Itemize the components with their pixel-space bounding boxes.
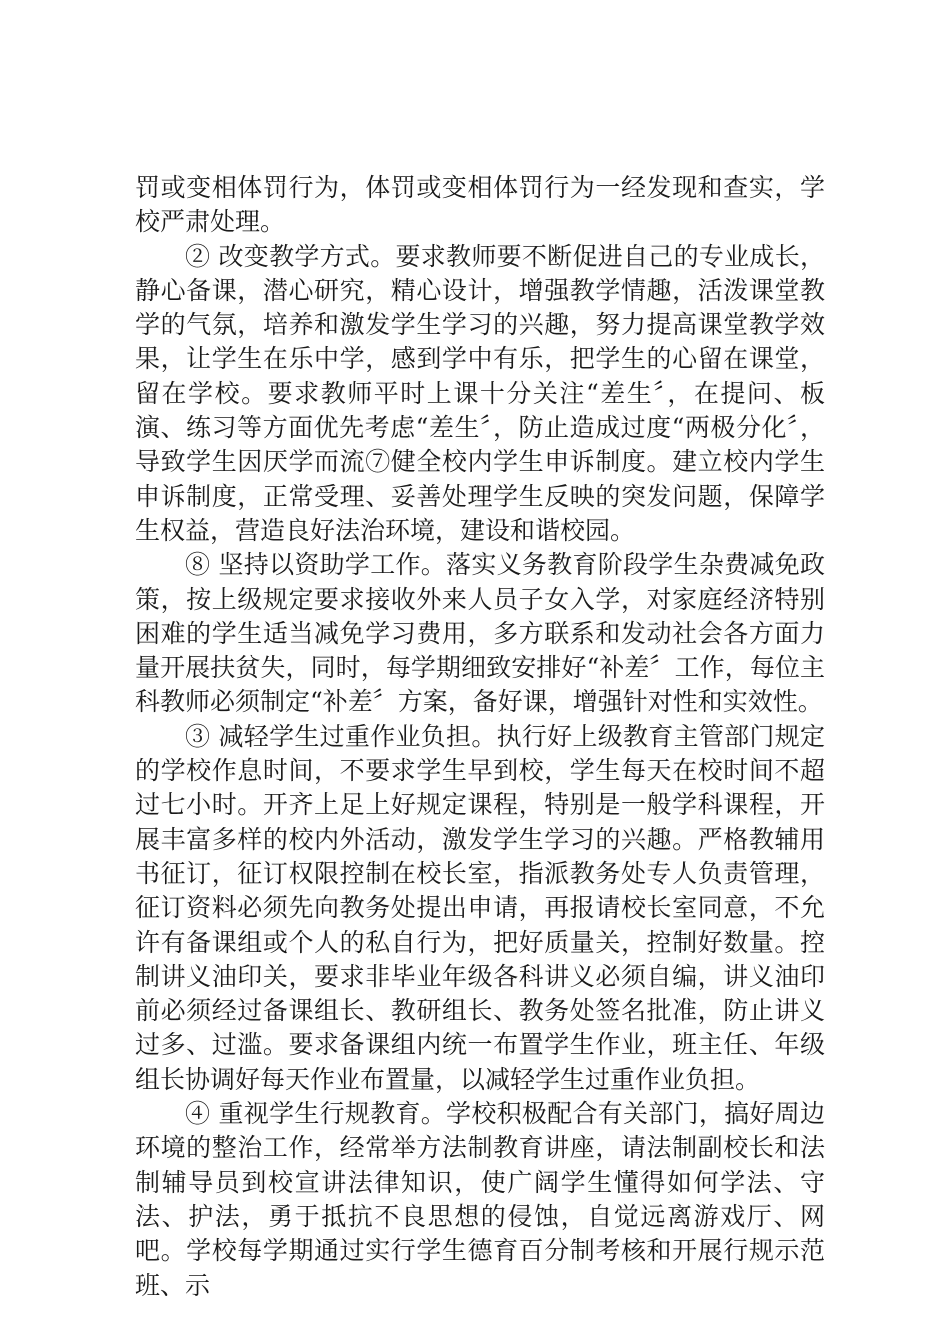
- paragraph-conduct-education: ④ 重视学生行规教育。学校积极配合有关部门，搞好周边环境的整治工作，经常举方法制教育讲座，请法制副校长和法制辅导员到校宣讲法律知识，使广阔学生懂得如何学法、守法、护法，勇于抵抗不良思想的侵蚀，自觉远离游戏厅、网吧。学校每学期通过实行学生德育百分制考核和开展行规示范班、示: [135, 1099, 825, 1300]
- paragraph-financial-aid: ⑧ 坚持以资助学工作。落实义务教育阶段学生杂费减免政策，按上级规定要求接收外来人员子女入学，对家庭经济特别困难的学生适当减免学习费用，多方联系和发动社会各方面力量开展扶贫失，同时，每学期细致安排好“补差〞工作，每位主科教师必须制定“补差〞方案，备好课，增强针对性和实效性。: [135, 550, 825, 717]
- document-body: [135, 171, 825, 1303]
- paragraph-continuation: 罚或变相体罚行为，体罚或变相体罚行为一经发现和查实，学校严肃处理。: [135, 173, 825, 237]
- paragraph-homework-burden: ③ 减轻学生过重作业负担。执行好上级教育主管部门规定的学校作息时间，不要求学生早到校，学生每天在校时间不超过七小时。开齐上足上好规定课程，特别是一般学科课程，开展丰富多样的校内外活动，激发学生学习的兴趣。严格教辅用书征订，征订权限控制在校长室，指派教务处专人负责管理，征订资料必须先向教务处提出申请，再报请校长室同意，不允许有备课组或个人的私自行为，把好质量关，控制好数量。控制讲义油印关，要求非毕业年级各科讲义必须自编，讲义油印前必须经过备课组长、教研组长、教务处签名批准，防止讲义过多、过滥。要求备课组内统一布置学生作业，班主任、年级组长协调好每天作业布置量，以减轻学生过重作业负担。: [135, 721, 825, 1094]
- paragraph-teaching-method: ② 改变教学方式。要求教师要不断促进自己的专业成长，静心备课，潜心研究，精心设计，增强教学情趣，活泼课堂教学的气氛，培养和激发学生学习的兴趣，努力提高课堂教学效果，让学生在乐中学，感到学中有乐，把学生的心留在课堂，留在学校。要求教师平时上课十分关注“差生〞，在提问、板演、练习等方面优先考虑“差生〞，防止造成过度“两极分化〞，导致学生因厌学而流⑦健全校内学生申诉制度。建立校内学生申诉制度，正常受理、妥善处理学生反映的突发问题，保障学生权益，营造良好法治环境，建设和谐校园。: [135, 241, 825, 545]
